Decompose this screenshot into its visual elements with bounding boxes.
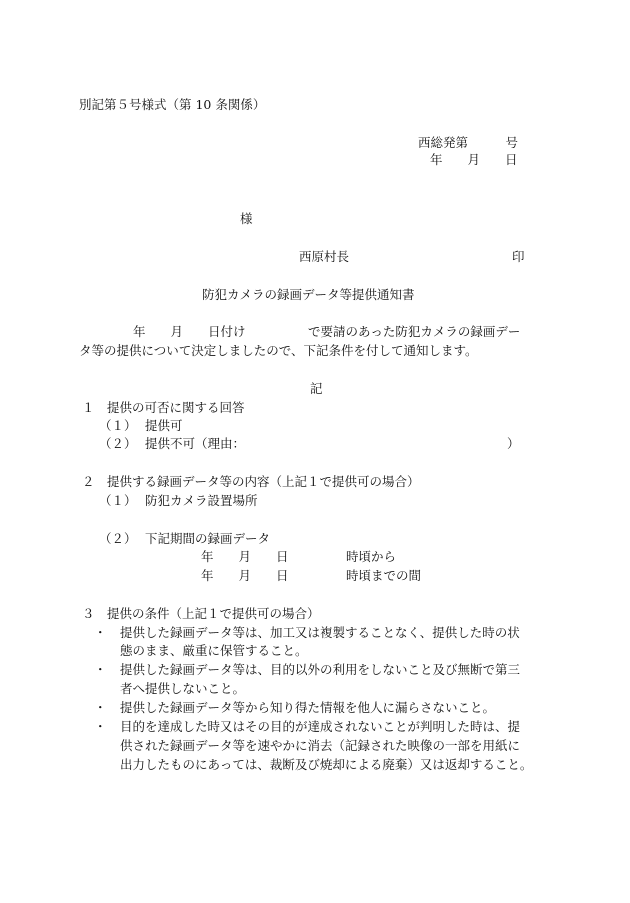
addressee-suffix: 様 — [240, 211, 253, 226]
section-3-heading: ３ 提供の条件（上記１で提供可の場合） — [82, 606, 320, 621]
s2-item1-number: （１） — [99, 493, 137, 508]
document-number: 西総発第 号 — [418, 135, 519, 150]
period-start-date: 年 月 日 — [201, 549, 289, 564]
seal-mark: 印 — [512, 249, 525, 264]
section-2-heading: ２ 提供する録画データ等の内容（上記１で提供可の場合） — [82, 474, 420, 489]
body-line-1: 年 月 日付け で要請のあった防犯カメラの録画デー — [133, 324, 521, 339]
s2-item2-text: 下記期間の録画データ — [145, 531, 271, 546]
section-1-heading: １ 提供の可否に関する回答 — [82, 400, 245, 415]
period-end-time: 時頃までの間 — [346, 568, 422, 583]
s1-item1-text: 提供可 — [145, 418, 183, 433]
bullet-4-line-1: 目的を達成した時又はその目的が達成されないことが判明した時は、提 — [120, 719, 521, 734]
s2-item2-number: （２） — [99, 531, 137, 546]
ki-heading: 記 — [310, 381, 323, 396]
s1-item2-close: ） — [507, 436, 520, 451]
sender-name: 西原村長 — [299, 249, 350, 264]
s1-item1-number: （１） — [99, 418, 137, 433]
bullet-1-symbol: ・ — [94, 625, 107, 640]
period-end-date: 年 月 日 — [201, 568, 289, 583]
bullet-4-symbol: ・ — [94, 719, 107, 734]
body-line-2: タ等の提供について決定しましたので、下記条件を付して通知します。 — [79, 343, 478, 358]
bullet-4-line-2: 供された録画データ等を速やかに消去（記録された映像の一部を用紙に — [120, 738, 521, 753]
document-date: 年 月 日 — [430, 152, 518, 167]
period-start-time: 時頃から — [346, 549, 397, 564]
form-label: 別記第５号様式（第 10 条関係） — [79, 97, 266, 112]
s1-item2-text: 提供不可（理由： — [145, 436, 246, 451]
s1-item2-number: （２） — [99, 436, 137, 451]
bullet-2-symbol: ・ — [94, 662, 107, 677]
bullet-2-line-1: 提供した録画データ等は、目的以外の利用をしないこと及び無断で第三 — [120, 662, 521, 677]
bullet-2-line-2: 者へ提供しないこと。 — [120, 681, 246, 696]
bullet-4-line-3: 出力したものにあっては、裁断及び焼却による廃棄）又は返却すること。 — [120, 757, 533, 772]
bullet-3-line-1: 提供した録画データ等から知り得た情報を他人に漏らさないこと。 — [120, 700, 496, 715]
bullet-3-symbol: ・ — [94, 700, 107, 715]
s2-item1-text: 防犯カメラ設置場所 — [145, 493, 258, 508]
document-title: 防犯カメラの録画データ等提供通知書 — [202, 287, 415, 302]
bullet-1-line-1: 提供した録画データ等は、加工又は複製することなく、提供した時の状 — [120, 625, 520, 640]
bullet-1-line-2: 態のまま、厳重に保管すること。 — [120, 643, 308, 658]
